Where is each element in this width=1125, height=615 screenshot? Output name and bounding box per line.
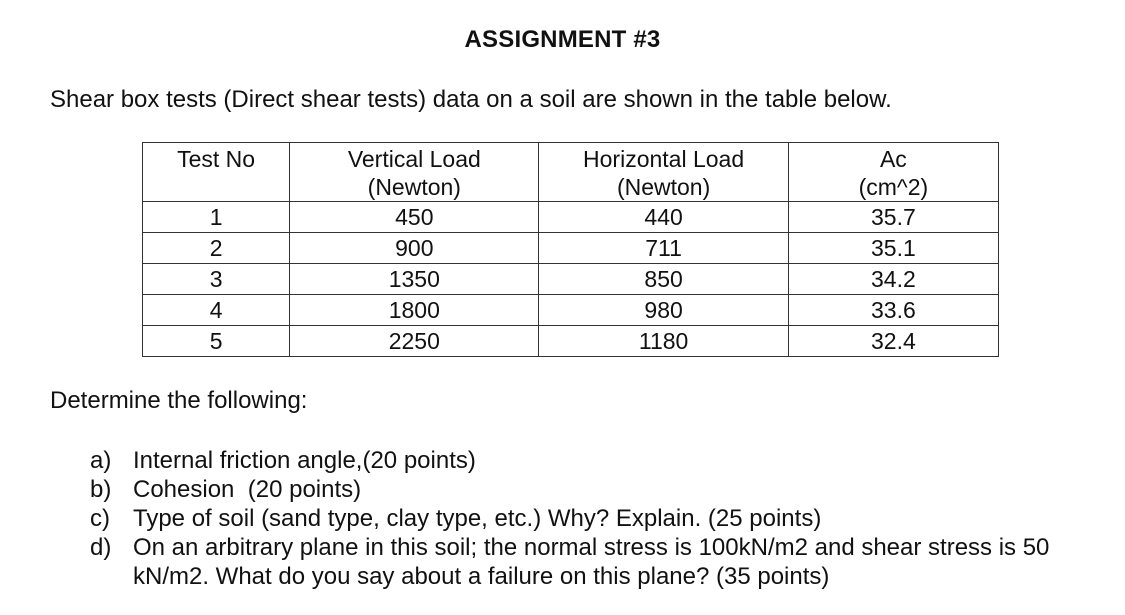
table-row xyxy=(143,233,999,264)
determine-heading: Determine the following: xyxy=(50,387,308,414)
question-text: Type of soil (sand type, clay type, etc.) Why? Explain. (25 points) xyxy=(133,505,822,532)
cell-vertical-load: 900 xyxy=(290,233,539,264)
question-text: Internal friction angle,(20 points) xyxy=(133,447,476,474)
cell-test-no: 3 xyxy=(143,264,290,295)
header-vertical-load-unit: (Newton) xyxy=(367,174,461,200)
cell-area: 32.4 xyxy=(788,326,998,357)
page-title: ASSIGNMENT #3 xyxy=(464,26,661,53)
header-test-no xyxy=(143,143,290,202)
cell-vertical-load: 450 xyxy=(290,202,539,233)
header-horizontal-load xyxy=(539,143,788,202)
cell-test-no: 4 xyxy=(143,295,290,326)
cell-horizontal-load: 440 xyxy=(539,202,788,233)
header-vertical-load-label: Vertical Load xyxy=(347,146,481,172)
cell-test-no: 5 xyxy=(143,326,290,357)
header-area-label: Ac xyxy=(879,146,907,172)
cell-area: 34.2 xyxy=(788,264,998,295)
cell-test-no: 2 xyxy=(143,233,290,264)
cell-horizontal-load: 711 xyxy=(539,233,788,264)
header-area-unit: (cm^2) xyxy=(858,174,929,200)
table-row xyxy=(143,264,999,295)
cell-vertical-load: 2250 xyxy=(290,326,539,357)
cell-vertical-load: 1350 xyxy=(290,264,539,295)
header-horizontal-load-unit: (Newton) xyxy=(616,174,711,200)
header-test-no-label: Test No xyxy=(177,146,256,172)
list-item xyxy=(90,533,1093,591)
shear-test-table xyxy=(142,142,999,357)
table-row xyxy=(143,326,999,357)
cell-area: 35.7 xyxy=(788,202,998,233)
cell-area: 33.6 xyxy=(788,295,998,326)
cell-area: 35.1 xyxy=(788,233,998,264)
question-list xyxy=(90,446,1093,591)
question-marker: c) xyxy=(90,505,110,532)
header-horizontal-load-label: Horizontal Load xyxy=(583,146,745,172)
list-item xyxy=(90,504,1093,533)
question-marker: a) xyxy=(90,447,112,474)
list-item xyxy=(90,446,1093,475)
cell-vertical-load: 1800 xyxy=(290,295,539,326)
header-vertical-load xyxy=(290,143,539,202)
cell-test-no: 1 xyxy=(143,202,290,233)
table-header-row xyxy=(143,143,999,202)
header-area xyxy=(788,143,998,202)
question-text: Cohesion (20 points) xyxy=(133,476,362,503)
cell-horizontal-load: 850 xyxy=(539,264,788,295)
table-row xyxy=(143,295,999,326)
cell-horizontal-load: 980 xyxy=(539,295,788,326)
question-marker: b) xyxy=(90,476,112,503)
cell-horizontal-load: 1180 xyxy=(539,326,788,357)
intro-text: Shear box tests (Direct shear tests) data on a soil are shown in the table below. xyxy=(50,86,892,113)
question-marker: d) xyxy=(90,534,112,561)
table-row xyxy=(143,202,999,233)
question-text: On an arbitrary plane in this soil; the normal stress is 100kN/m2 and shear stress is 50 kN/m2. What do you say about a failure on this plane? (35 points) xyxy=(133,534,1050,590)
list-item xyxy=(90,475,1093,504)
